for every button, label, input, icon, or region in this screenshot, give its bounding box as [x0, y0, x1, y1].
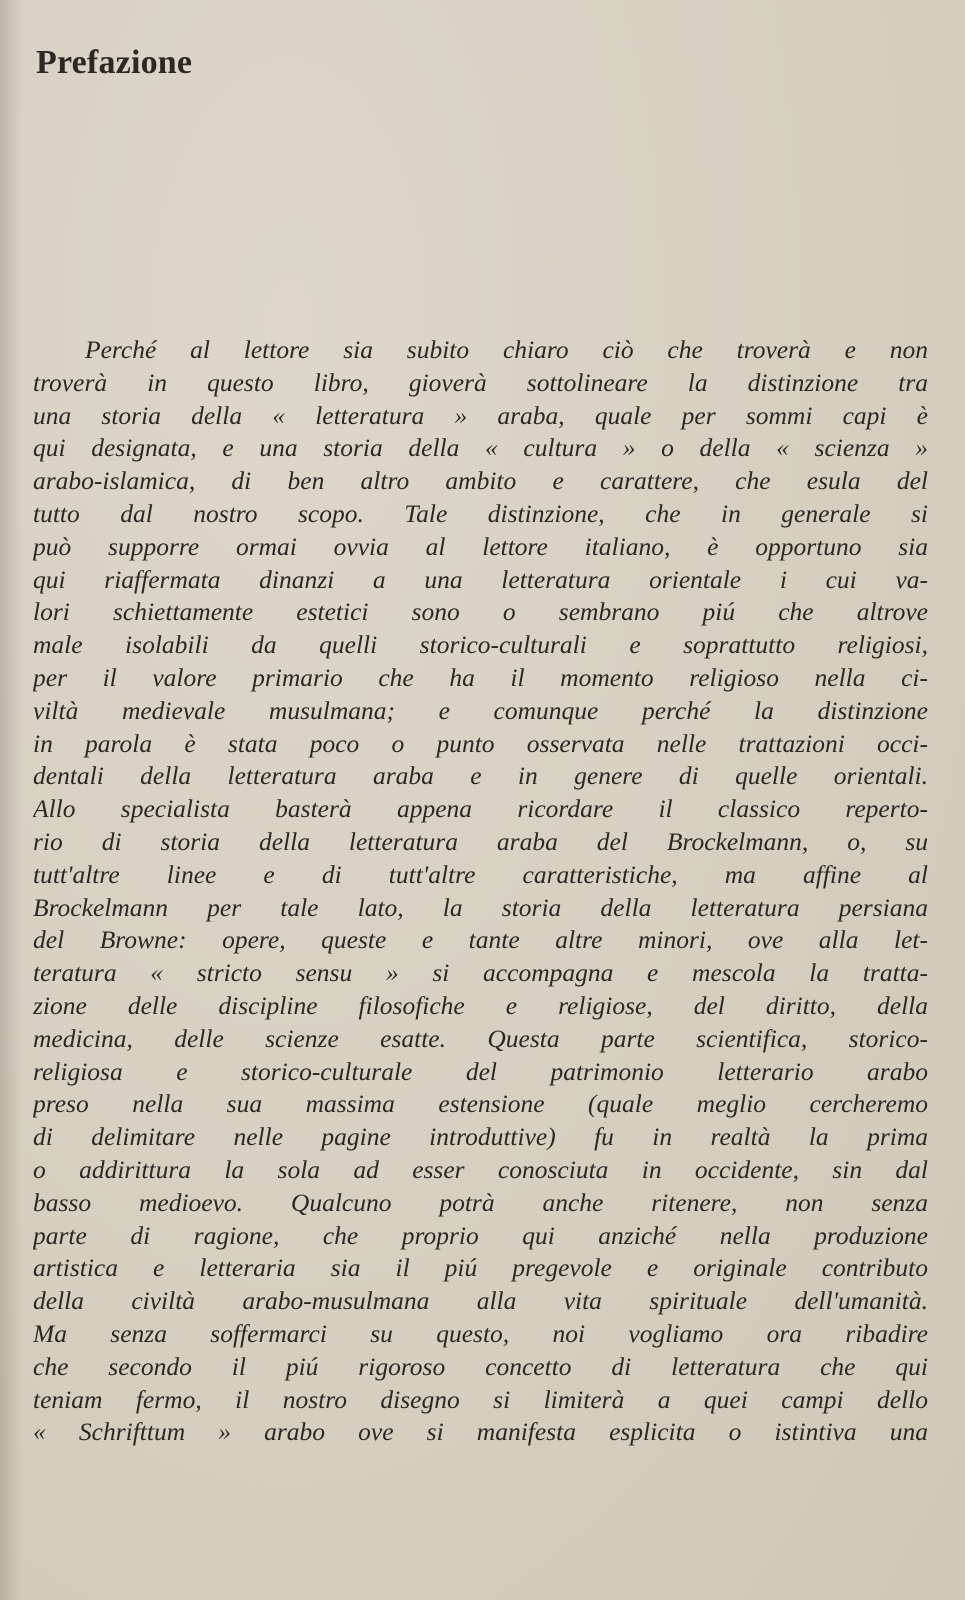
text-line: una storia della « letteratura » araba, quale per sommi capi è	[33, 400, 928, 430]
text-line: qui designata, e una storia della « cultura » o della « scienza »	[33, 433, 928, 463]
text-line: viltà medievale musulmana; e comunque perché la distinzione	[33, 695, 928, 725]
text-line: per il valore primario che ha il momento religioso nella ci-	[33, 662, 928, 692]
text-line: o addirittura la sola ad esser conosciuta in occidente, sin dal	[33, 1154, 928, 1184]
body-paragraph	[33, 334, 928, 1449]
text-line: medicina, delle scienze esatte. Questa parte scientifica, storico-	[33, 1023, 928, 1053]
text-line: può supporre ormai ovvia al lettore italiano, è opportuno sia	[33, 531, 928, 561]
page-edge-shadow	[0, 0, 22, 1600]
text-line: zione delle discipline filosofiche e religiose, del diritto, della	[33, 990, 928, 1020]
text-line: lori schiettamente estetici sono o sembrano piú che altrove	[33, 597, 928, 627]
text-line: Brockelmann per tale lato, la storia della letteratura persiana	[33, 892, 928, 922]
text-line: Perché al lettore sia subito chiaro ciò che troverà e non	[85, 335, 928, 364]
text-line: parte di ragione, che proprio qui anziché nella produzione	[33, 1220, 928, 1250]
text-line: Ma senza soffermarci su questo, noi vogliamo ora ribadire	[33, 1318, 928, 1348]
text-line: rio di storia della letteratura araba del Brockelmann, o, su	[33, 826, 928, 856]
text-line: religiosa e storico-culturale del patrimonio letterario arabo	[33, 1056, 928, 1086]
text-line: della civiltà arabo-musulmana alla vita spirituale dell'umanità.	[33, 1286, 928, 1316]
text-line: dentali della letteratura araba e in genere di quelle orientali.	[33, 761, 928, 791]
text-line: tutto dal nostro scopo. Tale distinzione, che in generale si	[33, 498, 928, 528]
text-line: « Schrifttum » arabo ove si manifesta esplicita o istintiva una	[33, 1417, 928, 1447]
text-line: artistica e letteraria sia il piú pregevole e originale contributo	[33, 1253, 928, 1283]
text-line: teratura « stricto sensu » si accompagna e mescola la tratta-	[33, 958, 928, 988]
text-line: tutt'altre linee e di tutt'altre caratteristiche, ma affine al	[33, 859, 928, 889]
text-line: in parola è stata poco o punto osservata nelle trattazioni occi-	[33, 728, 928, 758]
text-line: preso nella sua massima estensione (quale meglio cercheremo	[33, 1089, 928, 1119]
text-line: qui riaffermata dinanzi a una letteratura orientale i cui va-	[33, 564, 928, 594]
text-line: che secondo il piú rigoroso concetto di letteratura che qui	[33, 1351, 928, 1381]
text-line: Allo specialista basterà appena ricordare il classico reperto-	[33, 794, 928, 824]
text-line: troverà in questo libro, gioverà sottolineare la distinzione tra	[33, 367, 928, 397]
text-line: arabo-islamica, di ben altro ambito e carattere, che esula del	[33, 466, 928, 496]
text-line: di delimitare nelle pagine introduttive) fu in realtà la prima	[33, 1122, 928, 1152]
text-line: teniam fermo, il nostro disegno si limiterà a quei campi dello	[33, 1384, 928, 1414]
page-title: Prefazione	[36, 44, 193, 81]
text-line: basso medioevo. Qualcuno potrà anche ritenere, non senza	[33, 1187, 928, 1217]
text-line: male isolabili da quelli storico-culturali e soprattutto religiosi,	[33, 630, 928, 660]
text-line: del Browne: opere, queste e tante altre minori, ove alla let-	[33, 925, 928, 955]
